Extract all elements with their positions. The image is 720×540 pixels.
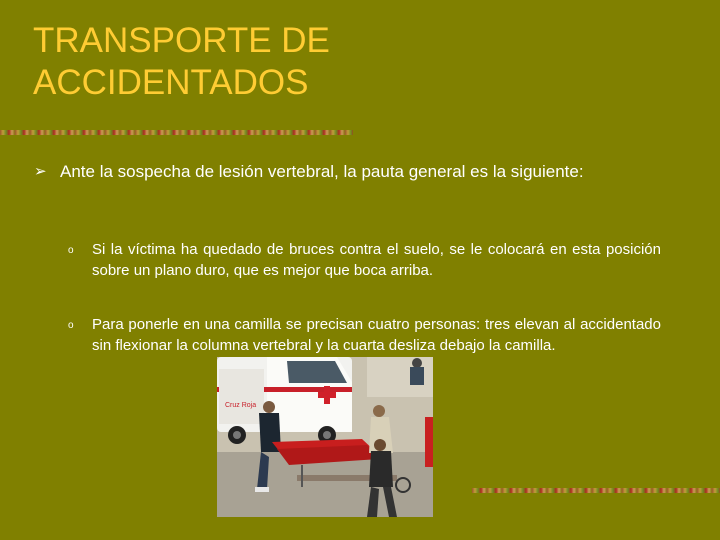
ambulance-rescue-photo: [217, 357, 433, 517]
sub-bullet-1: [68, 239, 661, 281]
photo-illustration: [217, 357, 433, 517]
title-line-2: ACCIDENTADOS: [33, 63, 309, 102]
sub-bullet-2: [68, 314, 661, 356]
circle-bullet-icon: o: [68, 320, 74, 331]
decorative-divider-bottom: [472, 488, 720, 493]
main-bullet-text: Ante la sospecha de lesión vertebral, la pauta general es la siguiente:: [60, 162, 584, 181]
arrow-bullet-icon: ➢: [34, 163, 47, 180]
sub-bullet-text-1: Si la víctima ha quedado de bruces contra el suelo, se le colocará en esta posición sobre un plano duro, que es mejor que boca arriba.: [92, 241, 661, 279]
decorative-divider-top: [0, 130, 353, 135]
slide-title: [33, 20, 633, 104]
sub-bullet-text-2: Para ponerle en una camilla se precisan cuatro personas: tres elevan al accidentado sin flexionar la columna vertebral y la cuarta desliza debajo la camilla.: [92, 316, 661, 354]
svg-text:Cruz Roja: Cruz Roja: [225, 402, 257, 409]
title-line-1: TRANSPORTE DE: [33, 21, 330, 60]
main-bullet: [34, 160, 660, 183]
circle-bullet-icon: o: [68, 245, 74, 256]
